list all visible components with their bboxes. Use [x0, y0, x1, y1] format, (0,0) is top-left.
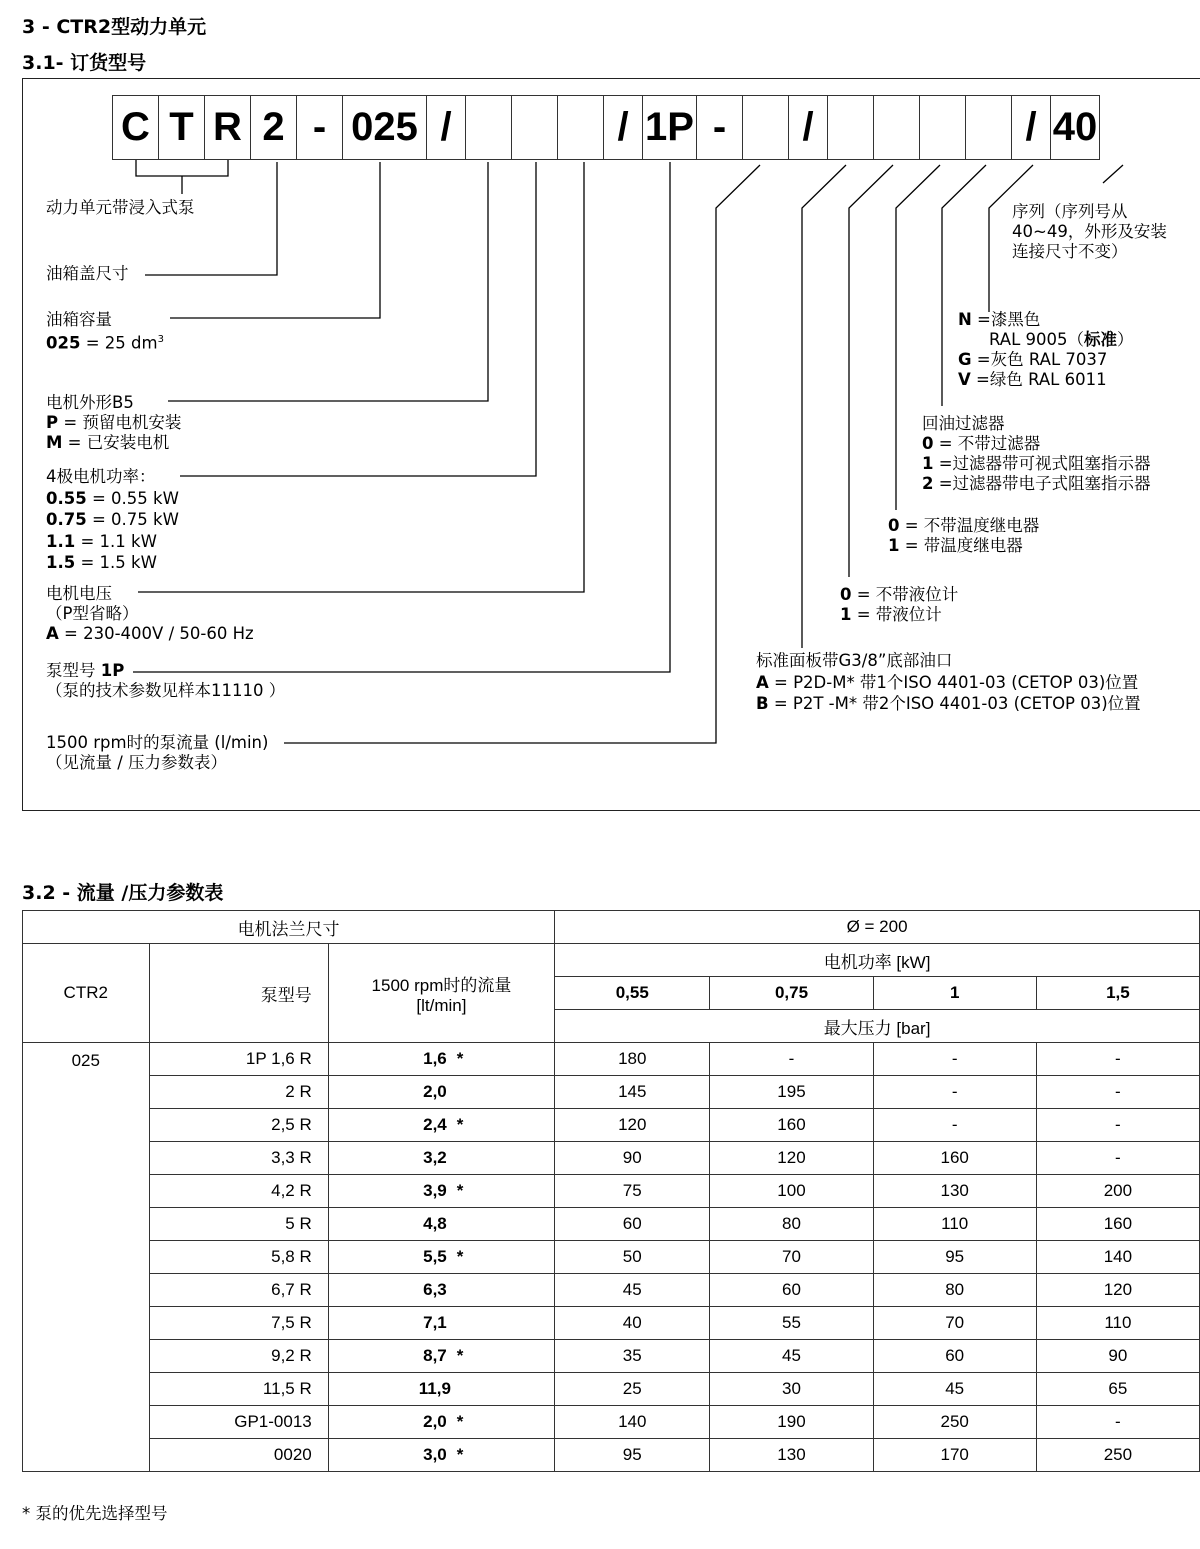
pressure-cell: 130: [873, 1175, 1036, 1208]
code-cell: 40: [1050, 95, 1100, 160]
pump-type-cell: 5,8 R: [149, 1241, 328, 1274]
code-cell: C: [112, 95, 159, 160]
connector-series: [1103, 165, 1123, 183]
label-pump-type: 泵型号 1P （泵的技术参数见样本11110 ）: [46, 661, 286, 700]
pressure-cell: 200: [1036, 1175, 1199, 1208]
code-cell: 1P: [642, 95, 697, 160]
power-col-2: 1: [873, 977, 1036, 1010]
pressure-cell: -: [1036, 1109, 1199, 1142]
flow-cell: 2,0: [328, 1076, 554, 1109]
pressure-cell: 120: [555, 1109, 710, 1142]
flow-cell: 3,2: [328, 1142, 554, 1175]
code-cell: 2: [250, 95, 297, 160]
header-motor-power: 电机功率 [kW]: [555, 944, 1200, 977]
pressure-cell: -: [873, 1076, 1036, 1109]
pump-type-cell: 11,5 R: [149, 1373, 328, 1406]
pressure-cell: 55: [710, 1307, 873, 1340]
flow-cell: 3,0 *: [328, 1439, 554, 1472]
power-option: 1.1 = 1.1 kW: [46, 531, 157, 551]
label-motor-power: 4极电机功率： 0.55 = 0.55 kW 0.75 = 0.75 kW 1.1 = 1.1 kW 1.5 = 1.5 kW: [46, 467, 179, 572]
label-temp-relay: 0 = 不带温度继电器 1 = 带温度继电器: [888, 516, 1040, 555]
table-row: [23, 1175, 1200, 1208]
label-lid-size: 油箱盖尺寸: [46, 264, 129, 283]
pressure-cell: 170: [873, 1439, 1036, 1472]
power-col-0: 0,55: [555, 977, 710, 1010]
pressure-cell: -: [1036, 1043, 1199, 1076]
flow-cell: 2,0 *: [328, 1406, 554, 1439]
pressure-cell: 120: [710, 1142, 873, 1175]
power-option: 0.75 = 0.75 kW: [46, 510, 179, 529]
order-code-heading: 3.1- 订货型号: [22, 52, 147, 74]
pressure-cell: 35: [555, 1340, 710, 1373]
label-tank: 油箱容量 025 = 25 $dm^3$: [46, 310, 164, 353]
header-ctr2: CTR2: [23, 944, 150, 1043]
pressure-cell: 75: [555, 1175, 710, 1208]
pressure-cell: 70: [710, 1241, 873, 1274]
preferred-star: *: [456, 1115, 464, 1134]
label-filter: 回油过滤器 0 = 不带过滤器 1 =过滤器带可视式阻塞指示器 2 =过滤器带电子式阻塞指示器: [922, 414, 1151, 493]
pump-type-cell: GP1-0013: [149, 1406, 328, 1439]
pump-type-cell: 6,7 R: [149, 1274, 328, 1307]
table-row: [23, 1043, 1200, 1076]
table-row: [23, 1307, 1200, 1340]
table-row: [23, 1076, 1200, 1109]
preferred-star: *: [456, 1445, 464, 1464]
pressure-cell: 45: [555, 1274, 710, 1307]
connector-flow: [284, 165, 760, 743]
table-row: [23, 1439, 1200, 1472]
code-cell: /: [603, 95, 643, 160]
label-color: N =漆黑色 RAL 9005（标准） G =灰色 RAL 7037 V =绿色 RAL 6011: [958, 310, 1134, 389]
connector-voltage: [138, 162, 584, 592]
pressure-cell: 160: [1036, 1208, 1199, 1241]
table-row: [23, 1340, 1200, 1373]
label-voltage: 电机电压 （P型省略） A = 230-400V / 50-60 Hz: [46, 584, 254, 643]
flow-cell: 6,3: [328, 1274, 554, 1307]
pressure-cell: 100: [710, 1175, 873, 1208]
preferred-star: *: [456, 1412, 464, 1431]
pressure-cell: 160: [873, 1142, 1036, 1175]
flow-cell: 5,5 *: [328, 1241, 554, 1274]
pressure-cell: 45: [710, 1340, 873, 1373]
connector-panel: [802, 165, 846, 648]
pressure-cell: 80: [873, 1274, 1036, 1307]
pressure-cell: 130: [710, 1439, 873, 1472]
pressure-cell: 40: [555, 1307, 710, 1340]
connector-power: [180, 162, 536, 476]
connector-level: [849, 165, 893, 577]
pressure-cell: 30: [710, 1373, 873, 1406]
code-cell: -: [296, 95, 343, 160]
pump-type-cell: 1P 1,6 R: [149, 1043, 328, 1076]
footnote: * 泵的优先选择型号: [22, 1504, 168, 1523]
pressure-cell: -: [710, 1043, 873, 1076]
pump-type-cell: 9,2 R: [149, 1340, 328, 1373]
pressure-cell: 95: [555, 1439, 710, 1472]
preferred-star: *: [456, 1049, 464, 1068]
pressure-cell: 45: [873, 1373, 1036, 1406]
label-power-unit: 动力单元带浸入式泵: [46, 198, 195, 217]
pump-type-cell: 2 R: [149, 1076, 328, 1109]
code-cell: T: [158, 95, 205, 160]
pressure-cell: -: [1036, 1076, 1199, 1109]
table-row: [23, 1208, 1200, 1241]
section-heading: 3 - CTR2型动力单元: [22, 16, 207, 38]
connector-unit: [136, 160, 228, 176]
label-pump-flow: 1500 rpm时的泵流量 (l/min) （见流量 / 压力参数表）: [46, 733, 269, 772]
pressure-cell: 145: [555, 1076, 710, 1109]
table-row: [23, 1274, 1200, 1307]
preferred-star: *: [456, 1346, 464, 1365]
flow-pressure-table: [22, 910, 1200, 1472]
pressure-cell: -: [873, 1109, 1036, 1142]
pressure-cell: 95: [873, 1241, 1036, 1274]
pressure-cell: 180: [555, 1043, 710, 1076]
pressure-cell: -: [873, 1043, 1036, 1076]
pressure-cell: 90: [1036, 1340, 1199, 1373]
pressure-cell: 50: [555, 1241, 710, 1274]
header-pump-type: 泵型号: [149, 944, 328, 1043]
label-series: 序列（序列号从 40~49，外形及安装 连接尺寸不变）: [1012, 202, 1167, 261]
pressure-cell: 90: [555, 1142, 710, 1175]
pressure-cell: 250: [1036, 1439, 1199, 1472]
flange-value: Ø = 200: [555, 911, 1200, 944]
code-cell: /: [1011, 95, 1051, 160]
pressure-cell: 65: [1036, 1373, 1199, 1406]
pressure-cell: 250: [873, 1406, 1036, 1439]
pressure-cell: 140: [555, 1406, 710, 1439]
power-option: 1.5 = 1.5 kW: [46, 553, 157, 572]
flow-cell: 2,4 *: [328, 1109, 554, 1142]
power-col-1: 0,75: [710, 977, 873, 1010]
flow-cell: 8,7 *: [328, 1340, 554, 1373]
table-row: [23, 1142, 1200, 1175]
pump-type-cell: 7,5 R: [149, 1307, 328, 1340]
pressure-cell: 110: [1036, 1307, 1199, 1340]
code-cell: -: [696, 95, 743, 160]
code-cell: /: [788, 95, 828, 160]
pressure-cell: 190: [710, 1406, 873, 1439]
flow-cell: 1,6 *: [328, 1043, 554, 1076]
table-row: [23, 1109, 1200, 1142]
code-cell: R: [204, 95, 251, 160]
pressure-cell: 110: [873, 1208, 1036, 1241]
connector-tank: [170, 162, 380, 318]
pressure-cell: 60: [873, 1340, 1036, 1373]
code-cell: 025: [342, 95, 427, 160]
flow-cell: 7,1: [328, 1307, 554, 1340]
connector-b5: [168, 162, 488, 401]
pressure-cell: 160: [710, 1109, 873, 1142]
code-cell: /: [426, 95, 466, 160]
flow-cell: 11,9: [328, 1373, 554, 1406]
flange-label: 电机法兰尺寸: [23, 911, 555, 944]
pressure-cell: -: [1036, 1406, 1199, 1439]
label-motor-b5: 电机外形B5 P = 预留电机安装 M = 已安装电机: [46, 393, 182, 452]
flow-cell: 3,9 *: [328, 1175, 554, 1208]
pressure-cell: 195: [710, 1076, 873, 1109]
pressure-cell: 60: [710, 1274, 873, 1307]
table-heading: 3.2 - 流量 /压力参数表: [22, 882, 224, 904]
table-row: [23, 1406, 1200, 1439]
power-col-3: 1,5: [1036, 977, 1199, 1010]
preferred-star: *: [456, 1181, 464, 1200]
header-flow: 1500 rpm时的流量 [lt/min]: [328, 944, 554, 1043]
pump-type-cell: 4,2 R: [149, 1175, 328, 1208]
pressure-cell: -: [1036, 1142, 1199, 1175]
pressure-cell: 25: [555, 1373, 710, 1406]
connector-lid: [145, 162, 277, 275]
pump-type-cell: 2,5 R: [149, 1109, 328, 1142]
table-row: [23, 1373, 1200, 1406]
flow-cell: 4,8: [328, 1208, 554, 1241]
pump-type-cell: 5 R: [149, 1208, 328, 1241]
preferred-star: *: [456, 1247, 464, 1266]
pressure-cell: 70: [873, 1307, 1036, 1340]
table-row: [23, 1241, 1200, 1274]
pressure-cell: 60: [555, 1208, 710, 1241]
pump-type-cell: 3,3 R: [149, 1142, 328, 1175]
power-option: 0.55 = 0.55 kW: [46, 488, 179, 508]
label-panel: 标准面板带G3/8”底部油口 A = P2D-M* 带1个ISO 4401-03 (CETOP 03)位置 B = P2T -M* 带2个ISO 4401-03 (CETOP 03)位置: [756, 651, 1141, 713]
header-max-pressure: 最大压力 [bar]: [555, 1010, 1200, 1043]
pressure-cell: 80: [710, 1208, 873, 1241]
pump-type-cell: 0020: [149, 1439, 328, 1472]
pressure-cell: 120: [1036, 1274, 1199, 1307]
pressure-cell: 140: [1036, 1241, 1199, 1274]
label-level-gauge: 0 = 不带液位计 1 = 带液位计: [840, 585, 959, 624]
unit-size: 025: [23, 1043, 150, 1472]
